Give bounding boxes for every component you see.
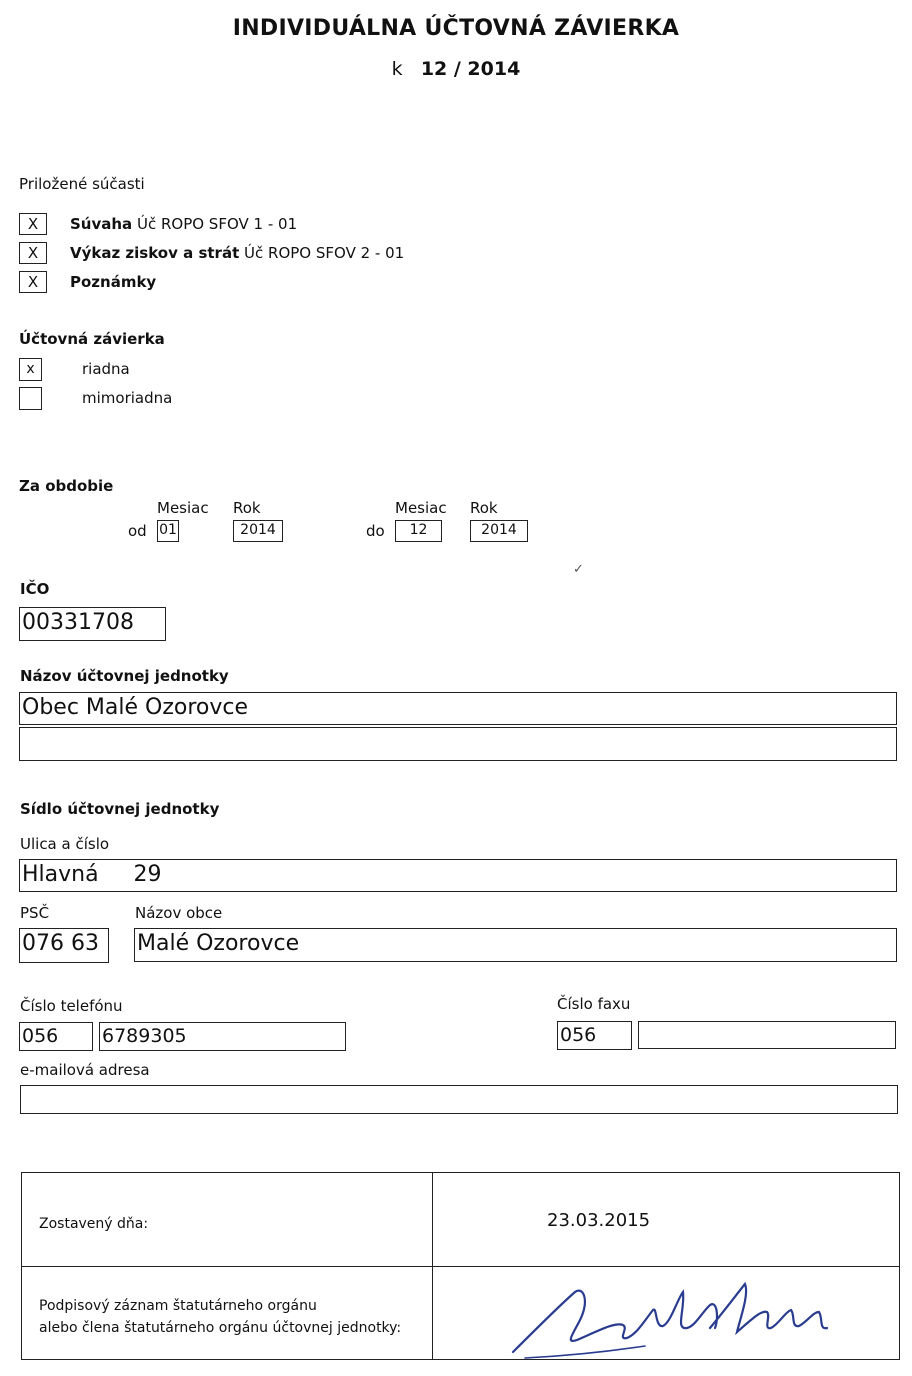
signature-label-line1: Podpisový záznam štatutárneho orgánu bbox=[39, 1298, 317, 1314]
attachment-checkbox-3[interactable]: X bbox=[19, 271, 47, 293]
email-field[interactable] bbox=[20, 1085, 898, 1114]
period-prefix: k bbox=[391, 58, 403, 80]
entity-name-field-1[interactable]: Obec Malé Ozorovce bbox=[19, 692, 897, 725]
attachment-label-3: Poznámky bbox=[70, 273, 157, 291]
statement-extraordinary-checkbox[interactable] bbox=[19, 387, 42, 410]
to-year-label: Rok bbox=[470, 499, 498, 517]
handwritten-signature bbox=[505, 1270, 845, 1362]
phone-prefix-field[interactable]: 056 bbox=[19, 1022, 93, 1051]
signature-table-row-divider bbox=[21, 1266, 900, 1267]
period-value: 12 / 2014 bbox=[420, 58, 521, 80]
attachments-heading: Priložené súčasti bbox=[19, 175, 145, 193]
signature-label-line2: alebo člena štatutárneho orgánu účtovnej jednotky: bbox=[39, 1320, 402, 1336]
from-month-label: Mesiac bbox=[157, 499, 209, 517]
address-heading: Sídlo účtovnej jednotky bbox=[20, 800, 220, 818]
phone-label: Číslo telefónu bbox=[20, 997, 123, 1015]
psc-field[interactable]: 076 63 bbox=[19, 928, 109, 963]
fax-prefix-field[interactable]: 056 bbox=[557, 1021, 632, 1050]
ico-field[interactable]: 00331708 bbox=[19, 607, 166, 641]
statement-type-heading: Účtovná závierka bbox=[19, 330, 165, 348]
attachment-label-1: Súvaha Úč ROPO SFOV 1 - 01 bbox=[70, 215, 298, 233]
compiled-date: 23.03.2015 bbox=[547, 1210, 651, 1231]
document-title: INDIVIDUÁLNA ÚČTOVNÁ ZÁVIERKA bbox=[232, 16, 680, 41]
from-year-field[interactable]: 2014 bbox=[233, 520, 283, 542]
email-label: e-mailová adresa bbox=[20, 1061, 150, 1079]
to-year-field[interactable]: 2014 bbox=[470, 520, 528, 542]
statement-regular-checkbox[interactable]: x bbox=[19, 358, 42, 381]
period-heading: Za obdobie bbox=[19, 477, 114, 495]
fax-label: Číslo faxu bbox=[557, 995, 631, 1013]
entity-name-field-2[interactable] bbox=[19, 727, 897, 761]
attachment-checkbox-2[interactable]: X bbox=[19, 242, 47, 264]
statement-regular-label: riadna bbox=[82, 360, 130, 378]
compiled-label: Zostavený dňa: bbox=[39, 1216, 149, 1232]
from-month-field[interactable]: 01 bbox=[157, 520, 179, 542]
psc-label: PSČ bbox=[20, 904, 50, 922]
to-month-field[interactable]: 12 bbox=[395, 520, 442, 542]
attachment-checkbox-1[interactable]: X bbox=[19, 213, 47, 235]
from-label: od bbox=[128, 522, 147, 540]
from-year-label: Rok bbox=[233, 499, 261, 517]
ico-label: IČO bbox=[20, 580, 50, 598]
to-month-label: Mesiac bbox=[395, 499, 447, 517]
stray-mark: ✓ bbox=[573, 562, 584, 577]
city-label: Názov obce bbox=[135, 904, 223, 922]
city-field[interactable]: Malé Ozorovce bbox=[134, 928, 897, 962]
street-field[interactable]: Hlavná 29 bbox=[19, 859, 897, 892]
street-label: Ulica a číslo bbox=[20, 835, 110, 853]
entity-name-label: Názov účtovnej jednotky bbox=[20, 667, 229, 685]
document-period bbox=[0, 58, 912, 80]
phone-number-field[interactable]: 6789305 bbox=[99, 1022, 346, 1051]
attachment-label-2: Výkaz ziskov a strát Úč ROPO SFOV 2 - 01 bbox=[70, 244, 405, 262]
statement-extraordinary-label: mimoriadna bbox=[82, 389, 173, 407]
to-label: do bbox=[366, 522, 385, 540]
fax-number-field[interactable] bbox=[638, 1021, 896, 1049]
